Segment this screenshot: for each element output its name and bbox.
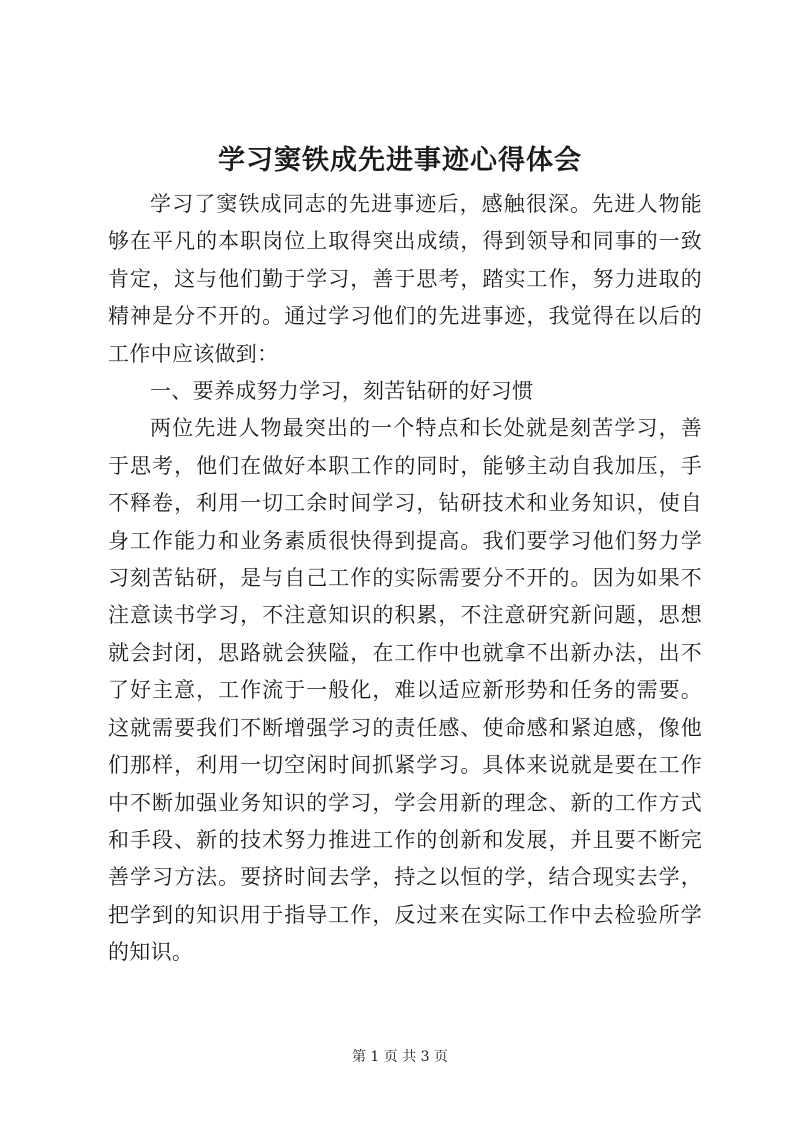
section-heading: 一、要养成努力学习，刻苦钻研的好习惯	[150, 379, 534, 404]
page-footer: 第 1 页 共 3 页	[351, 1049, 449, 1065]
paragraph-section-one: 两位先进人物最突出的一个特点和长处就是刻苦学习，善于思考，他们在做好本职工作的同时，能够主动自我加压，手不释卷，利用一切工余时间学习，钻研技术和业务知识，使自身工作能力和业务素质很快得到提高。我们要学习他们努力学习刻苦钻研，是与自己工作的实际需要分不开的。因为如果不注意读书学习，不注意知识的积累，不注意研究新问题，思想就会封闭，思路就会狭隘，在工作中也就拿不出新办法，出不了好主意，工作流于一般化，难以适应新形势和任务的需要。这就需要我们不断增强学习的责任感、使命感和紧迫感，像他们那样，利用一切空闲时间抓紧学习。具体来说就是要在工作中不断加强业务知识的学习，学会用新的理念、新的工作方式和手段、新的技术努力推进工作的创新和发展，并且要不断完善学习方法。要挤时间去学，持之以恒的学，结合现实去学，把学到的知识用于指导工作，反过来在实际工作中去检验所学的知识。	[108, 416, 702, 965]
paragraph-intro: 学习了窦铁成同志的先进事迹后，感触很深。先进人物能够在平凡的本职岗位上取得突出成绩，得到领导和同事的一致肯定，这与他们勤于学习，善于思考，踏实工作，努力进取的精神是分不开的。通过学习他们的先进事迹，我觉得在以后的工作中应该做到：	[108, 192, 702, 366]
document-title: 学习窦铁成先进事迹心得体会	[218, 145, 582, 176]
document-body	[108, 186, 702, 972]
